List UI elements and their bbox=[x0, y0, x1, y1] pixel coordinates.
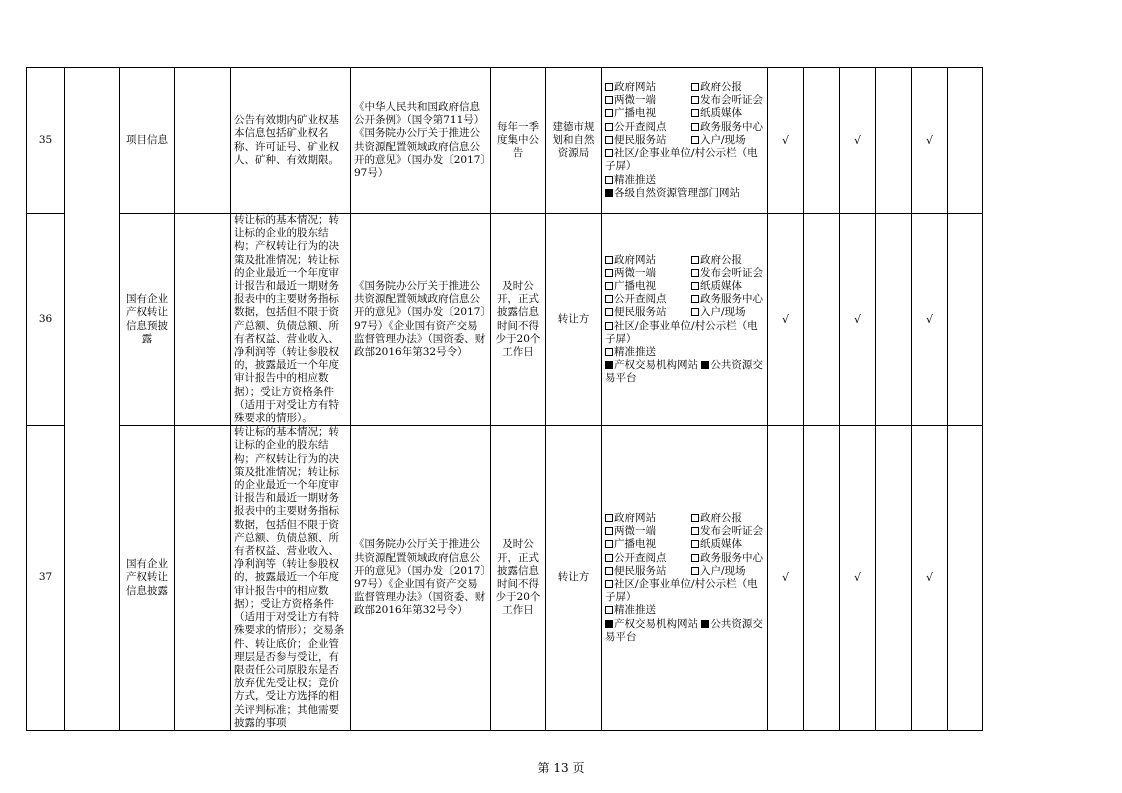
table-row bbox=[27, 426, 983, 731]
checkbox-icon bbox=[605, 295, 613, 303]
mark-cell bbox=[804, 68, 840, 214]
checkbox-icon bbox=[605, 269, 613, 277]
mark-cell bbox=[948, 214, 983, 426]
checkbox-icon bbox=[691, 527, 699, 535]
checked-box-icon bbox=[605, 189, 613, 197]
checkbox-icon bbox=[605, 282, 613, 290]
checkbox-icon bbox=[605, 149, 613, 157]
checkbox-icon bbox=[691, 567, 699, 575]
item-name: 国有企业产权转让信息预披露 bbox=[120, 214, 175, 426]
checkbox-icon bbox=[691, 295, 699, 303]
disclosure-table bbox=[26, 67, 983, 731]
mark-cell bbox=[804, 214, 840, 426]
page-number: 第 13 页 bbox=[537, 761, 585, 775]
mark-cell bbox=[948, 68, 983, 214]
channel-list: 政府网站 政府公报 两微一端 发布会听证会 广播电视 纸质媒体 公开查阅点 政务服务中心 便民服务站 入户/现场 社区/企事业单位/村公示栏（电子屏） 精准推送 产权交易机构网站 公共资源交易平台 bbox=[605, 512, 763, 643]
table-row bbox=[27, 214, 983, 426]
checked-box-icon bbox=[605, 361, 613, 369]
channels-cell bbox=[602, 426, 768, 731]
category-cell bbox=[65, 214, 120, 426]
checkbox-icon bbox=[691, 83, 699, 91]
checked-box-icon bbox=[701, 361, 709, 369]
checkbox-icon bbox=[691, 554, 699, 562]
channel-list: 政府网站 政府公报 两微一端 发布会听证会 广播电视 纸质媒体 公开查阅点 政务服务中心 便民服务站 入户/现场 社区/企事业单位/村公示栏（电子屏） 精准推送 各级自然资源管理部门网站 bbox=[605, 81, 763, 199]
subject-cell: 转让方 bbox=[546, 426, 602, 731]
channel-list: 政府网站 政府公报 两微一端 发布会听证会 广播电视 纸质媒体 公开查阅点 政务服务中心 便民服务站 入户/现场 社区/企事业单位/村公示栏（电子屏） 精准推送 产权交易机构网站 公共资源交易平台 bbox=[605, 253, 763, 385]
row-number: 36 bbox=[27, 214, 65, 426]
category-cell bbox=[65, 426, 120, 731]
basis-cell: 《国务院办公厅关于推进公共资源配置领域政府信息公开的意见》（国办发〔2017〕97号）《企业国有资产交易监督管理办法》（国资委、财政部2016年第32号令） bbox=[351, 426, 491, 731]
content-cell: 公告有效期内矿业权基本信息包括矿业权名称、许可证号、矿业权人、矿种、有效期限。 bbox=[231, 68, 351, 214]
mark-cell: √ bbox=[912, 426, 948, 731]
mark-cell bbox=[876, 214, 912, 426]
checkbox-icon bbox=[605, 527, 613, 535]
checkbox-icon bbox=[605, 514, 613, 522]
checkbox-icon bbox=[605, 308, 613, 316]
basis-cell: 《国务院办公厅关于推进公共资源配置领域政府信息公开的意见》（国办发〔2017〕97号）《企业国有资产交易监督管理办法》（国资委、财政部2016年第32号令） bbox=[351, 214, 491, 426]
channels-cell bbox=[602, 214, 768, 426]
checkbox-icon bbox=[605, 83, 613, 91]
checkbox-icon bbox=[605, 109, 613, 117]
checkbox-icon bbox=[691, 308, 699, 316]
mark-cell: √ bbox=[912, 68, 948, 214]
checkbox-icon bbox=[691, 96, 699, 104]
checkbox-icon bbox=[605, 136, 613, 144]
sub-item-cell bbox=[175, 68, 231, 214]
subject-cell: 建德市规划和自然资源局 bbox=[546, 68, 602, 214]
checked-box-icon bbox=[605, 620, 613, 628]
category-cell bbox=[65, 68, 120, 214]
mark-cell bbox=[804, 426, 840, 731]
mark-cell: √ bbox=[912, 214, 948, 426]
item-name: 项目信息 bbox=[120, 68, 175, 214]
checkbox-icon bbox=[605, 554, 613, 562]
mark-cell: √ bbox=[768, 214, 804, 426]
row-number: 37 bbox=[27, 426, 65, 731]
checkbox-icon bbox=[605, 322, 613, 330]
item-name: 国有企业产权转让信息披露 bbox=[120, 426, 175, 731]
mark-cell: √ bbox=[768, 426, 804, 731]
sub-item-cell bbox=[175, 214, 231, 426]
checkbox-icon bbox=[605, 580, 613, 588]
checkbox-icon bbox=[691, 269, 699, 277]
mark-cell: √ bbox=[840, 426, 876, 731]
checkbox-icon bbox=[605, 540, 613, 548]
mark-cell bbox=[876, 426, 912, 731]
content-cell: 转让标的基本情况；转让标的企业的股东结构；产权转让行为的决策及批准情况；转让标的企业最近一个年度审计报告和最近一期财务报表中的主要财务指标数据，包括但不限于资产总额、负债总额、所有者权益、营业收入、净利润等（转让参股权的，披露最近一个年度审计报告中的相应数据）；受让方资格条件（适用于对受让方有特殊要求的情形）。 bbox=[231, 214, 351, 426]
checkbox-icon bbox=[605, 348, 613, 356]
checkbox-icon bbox=[691, 136, 699, 144]
time-cell: 每年一季度集中公告 bbox=[491, 68, 546, 214]
mark-cell: √ bbox=[840, 68, 876, 214]
checkbox-icon bbox=[605, 606, 613, 614]
time-cell: 及时公开，正式披露信息时间不得少于20个工作日 bbox=[491, 214, 546, 426]
subject-cell: 转让方 bbox=[546, 214, 602, 426]
sub-item-cell bbox=[175, 426, 231, 731]
checkbox-icon bbox=[605, 176, 613, 184]
mark-cell: √ bbox=[768, 68, 804, 214]
checkbox-icon bbox=[691, 282, 699, 290]
basis-cell: 《中华人民共和国政府信息公开条例》（国令第711号）《国务院办公厅关于推进公共资源配置领域政府信息公开的意见》（国办发〔2017〕97号） bbox=[351, 68, 491, 214]
checkbox-icon bbox=[605, 256, 613, 264]
checked-box-icon bbox=[701, 620, 709, 628]
checkbox-icon bbox=[605, 96, 613, 104]
row-number: 35 bbox=[27, 68, 65, 214]
checkbox-icon bbox=[605, 567, 613, 575]
time-cell: 及时公开，正式披露信息时间不得少于20个工作日 bbox=[491, 426, 546, 731]
mark-cell: √ bbox=[840, 214, 876, 426]
content-cell: 转让标的基本情况；转让标的企业的股东结构；产权转让行为的决策及批准情况；转让标的企业最近一个年度审计报告和最近一期财务报表中的主要财务指标数据，包括但不限于资产总额、负债总额、所有者权益、营业收入、净利润等（转让参股权的，披露最近一个年度审计报告中的相应数据）；受让方资格条件（适用于对受让方有特殊要求的情形）；交易条件、转让底价；企业管理层是否参与受让，有限责任公司原股东是否放弃优先受让权；竞价方式，受让方选择的相关评判标准；其他需要披露的事项 bbox=[231, 426, 351, 731]
mark-cell bbox=[876, 68, 912, 214]
checkbox-icon bbox=[691, 256, 699, 264]
checkbox-icon bbox=[605, 123, 613, 131]
checkbox-icon bbox=[691, 123, 699, 131]
checkbox-icon bbox=[691, 109, 699, 117]
checkbox-icon bbox=[691, 514, 699, 522]
channels-cell bbox=[602, 68, 768, 214]
table-row bbox=[27, 68, 983, 214]
mark-cell bbox=[948, 426, 983, 731]
checkbox-icon bbox=[691, 540, 699, 548]
